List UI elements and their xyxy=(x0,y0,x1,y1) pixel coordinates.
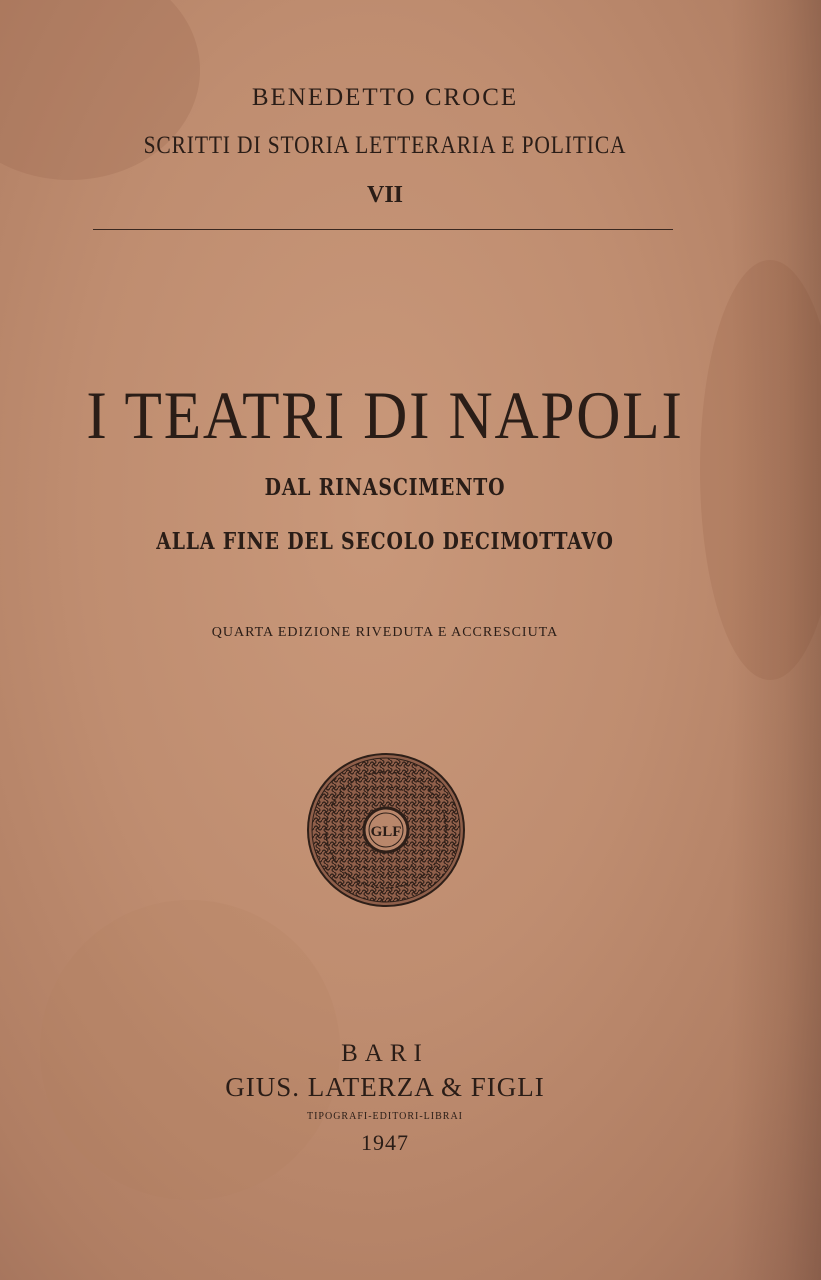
emblem-monogram: GLF xyxy=(370,824,402,840)
imprint-year: 1947 xyxy=(361,1130,409,1155)
subtitle-line-1: DAL RINASCIMENTO xyxy=(264,474,506,501)
edition-note: QUARTA EDIZIONE RIVEDUTA E ACCRESCIUTA xyxy=(211,625,559,640)
imprint-city: BARI xyxy=(341,1040,429,1067)
book-title: I TEATRI DI NAPOLI xyxy=(86,377,684,453)
volume-number: VII xyxy=(366,182,403,208)
paper-stain xyxy=(700,260,821,680)
publisher-emblem-icon xyxy=(306,752,466,908)
subtitle-line-2: ALLA FINE DEL SECOLO DECIMOTTAVO xyxy=(156,528,614,555)
imprint-trade: TIPOGRAFI-EDITORI-LIBRAI xyxy=(306,1111,464,1122)
imprint-publisher: GIUS. LATERZA & FIGLI xyxy=(225,1072,545,1102)
author-name: BENEDETTO CROCE xyxy=(251,84,519,111)
header-divider xyxy=(93,229,673,230)
series-title: SCRITTI DI STORIA LETTERARIA E POLITICA xyxy=(143,132,627,159)
